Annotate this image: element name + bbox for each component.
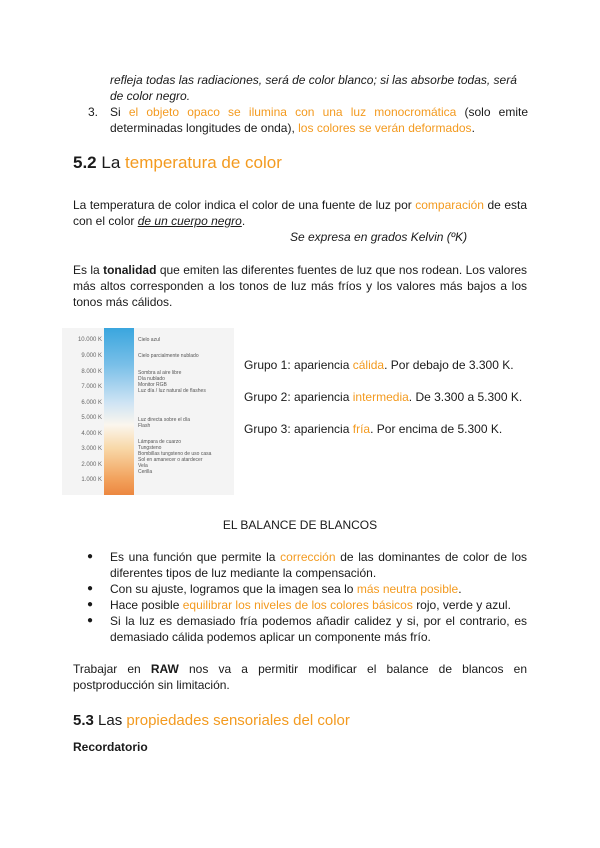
item3-highlight-1: el objeto opaco se ilumina con una luz monocromática	[128, 105, 457, 119]
scale-5000: 5.000 K	[81, 415, 102, 421]
scale-8000: 8.000 K	[81, 369, 102, 375]
bullet-item-4	[87, 613, 527, 645]
label-sol: Sol en amanecer o atardecer	[138, 457, 203, 463]
paragraph-raw	[73, 661, 527, 693]
scale-3000: 3.000 K	[81, 446, 102, 452]
scale-1000: 1.000 K	[81, 477, 102, 483]
label-cerilla: Cerilla	[138, 469, 153, 475]
scale-10000: 10.000 K	[77, 337, 102, 343]
bullet-2-text	[110, 581, 527, 597]
item3-text-a: Si	[110, 105, 121, 119]
list-item-3-text	[110, 104, 528, 136]
b1-text-c: de las dominantes de color de los diferentes tipos de luz mediante la compensación.	[110, 550, 528, 580]
section-number: 5.2	[73, 153, 97, 172]
group-2-highlight: intermedia	[352, 390, 409, 404]
p2-text-c: que emiten las diferentes fuentes de luz que nos rodean. Los	[159, 263, 485, 277]
bullet-3-text	[110, 597, 527, 613]
label-cuarzo: Lámpara de cuarzo	[138, 439, 182, 445]
b3-text-c: rojo, verde y azul.	[416, 598, 511, 612]
label-cielo-nublado: Cielo parcialmente nublado	[138, 353, 199, 359]
label-dia-nublado: Día nublado	[138, 376, 165, 382]
item3-text-c: (solo emite	[464, 105, 528, 119]
color-temperature-gradient-bar	[104, 328, 134, 495]
raw-text-d: postproducción sin limitación.	[73, 678, 230, 692]
b1-text-a: Es una función que permite la	[110, 550, 276, 564]
group-2-label: Grupo 2: apariencia	[244, 390, 350, 404]
bullet-icon: ●	[87, 551, 94, 562]
continuation-line-1: refleja todas las radiaciones, será de color blanco; si las absorbe todas, será	[110, 73, 517, 87]
section-5-2-heading	[73, 153, 282, 173]
group-3-label: Grupo 3: apariencia	[244, 422, 350, 436]
group-1-highlight: cálida	[352, 358, 385, 372]
label-vela: Vela	[138, 463, 148, 469]
paragraph-tonalidad	[73, 262, 527, 310]
raw-bold: RAW	[150, 662, 179, 676]
b2-text-c: .	[458, 582, 462, 596]
section-5-3-heading	[73, 711, 350, 731]
item3-text-d: determinadas longitudes de onda),	[110, 121, 295, 135]
label-sombra: Sombra al aire libre	[138, 370, 182, 376]
kelvin-note: Se expresa en grados Kelvin (ºK)	[290, 230, 468, 244]
list-item-3	[88, 104, 528, 136]
p1-highlight: comparación	[415, 198, 484, 212]
bullet-icon: ●	[87, 583, 94, 594]
section-article: Las	[98, 712, 123, 729]
bullet-4-text: Si la luz es demasiado fría podemos añadir calidez y si, por el contrario, es demasiado cálida podemos aplicar un componente más frío.	[110, 614, 527, 644]
p2-text-e: a los tonos más cálidos.	[73, 279, 527, 309]
p1-text-a: La temperatura de color indica el color de una fuente de luz por	[73, 198, 412, 212]
section-title: temperatura de color	[125, 153, 282, 172]
group-1-label: Grupo 1: apariencia	[244, 358, 350, 372]
p2-bold: tonalidad	[103, 263, 157, 277]
p1-text-d: esta con el color	[73, 198, 527, 228]
p2-text-a: Es la	[73, 263, 100, 277]
item3-text-f: .	[471, 121, 475, 135]
continuation-text	[110, 72, 527, 104]
label-tungsteno: Tungsteno	[138, 445, 162, 451]
section-title: propiedades sensoriales del color	[126, 712, 350, 729]
scale-2000: 2.000 K	[81, 462, 102, 468]
label-cielo-azul: Cielo azul	[138, 337, 160, 343]
p1-text-c: de	[487, 198, 501, 212]
group-2-range: . De 3.300 a 5.300 K.	[408, 390, 523, 404]
b2-text-a: Con su ajuste, logramos que la imagen sea lo	[110, 582, 354, 596]
group-3-range: . Por encima de 5.300 K.	[370, 422, 503, 436]
group-3-highlight: fría	[352, 422, 371, 436]
raw-text-a: Trabajar en	[73, 662, 141, 676]
label-monitor: Monitor RGB	[138, 382, 167, 388]
paragraph-temperature-definition	[73, 197, 527, 229]
recordatorio-label: Recordatorio	[73, 740, 148, 754]
scale-4000: 4.000 K	[81, 431, 102, 437]
list-number: 3.	[88, 105, 99, 119]
raw-text-c: nos va a permitir modificar el balance de blancos en	[189, 662, 527, 676]
b3-text-a: Hace posible	[110, 598, 180, 612]
group-2	[244, 389, 522, 405]
bullet-item-1	[87, 549, 527, 581]
section-article: La	[101, 153, 121, 172]
color-temperature-figure	[62, 328, 234, 495]
section-number: 5.3	[73, 712, 94, 729]
bullet-item-2	[87, 581, 527, 597]
label-luz-dia: Luz día / luz natural de flashes	[138, 388, 206, 394]
label-flash: Flash	[138, 423, 151, 429]
b2-highlight: más neutra posible	[356, 582, 459, 596]
bullet-item-3	[87, 597, 527, 613]
bullet-icon: ●	[87, 599, 94, 610]
group-1-range: . Por debajo de 3.300 K.	[384, 358, 514, 372]
bullet-icon: ●	[87, 615, 94, 626]
scale-9000: 9.000 K	[81, 353, 102, 359]
continuation-line-2: de color negro.	[110, 89, 191, 103]
group-3	[244, 421, 502, 437]
p1-underlined: de un cuerpo negro	[137, 214, 242, 228]
scale-7000: 7.000 K	[81, 384, 102, 390]
balance-heading: EL BALANCE DE BLANCOS	[222, 518, 378, 532]
bullet-1-text	[110, 549, 527, 581]
label-luz-directa: Luz directa sobre el día	[138, 417, 190, 423]
item3-highlight-2: los colores se verán deformados	[298, 121, 472, 135]
scale-6000: 6.000 K	[81, 400, 102, 406]
p2-text-d: valores más altos corresponden a los tonos de luz más fríos y los valores más bajos	[73, 263, 528, 293]
label-bombillas: Bombillas tungsteno de uso casa	[138, 451, 212, 457]
group-1	[244, 357, 514, 373]
b1-highlight: corrección	[280, 550, 336, 564]
b3-highlight: equilibrar los niveles de los colores básicos	[182, 598, 413, 612]
p1-text-f: .	[241, 214, 246, 228]
